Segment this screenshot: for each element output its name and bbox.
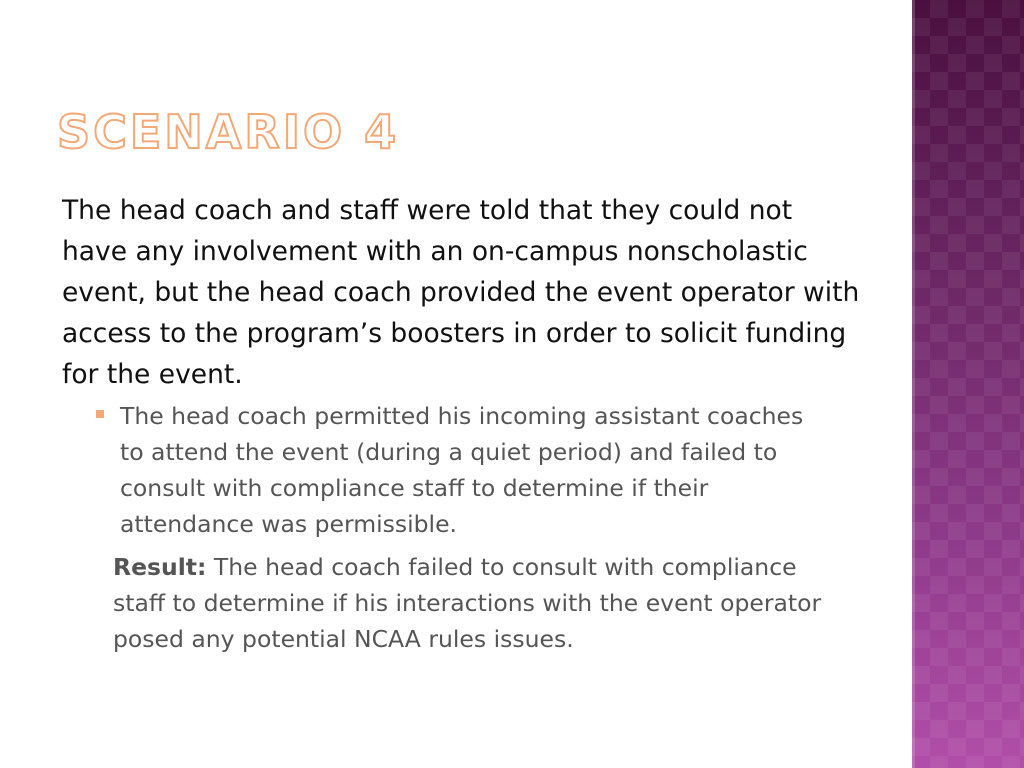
square-bullet-icon	[96, 410, 104, 418]
slide-title: SCENARIO 4	[57, 105, 400, 159]
decorative-side-band	[912, 0, 1024, 768]
diamond-pattern	[912, 0, 1024, 768]
bullet-text: The head coach permitted his incoming assistant coaches to attend the event (during a quiet period) and failed to consult with compliance staff to determine if their attendance was permissible.	[120, 402, 804, 538]
main-paragraph: The head coach and staff were told that they could not have any involvement with an on-campus nonscholastic event, but the head coach provided the event operator with access to the program’s boosters in order to solicit funding for the event.	[62, 195, 860, 390]
result-text: The head coach failed to consult with compliance staff to determine if his interactions with the event operator posed any potential NCAA rules issues.	[113, 553, 822, 653]
result-label: Result:	[113, 553, 207, 581]
result-paragraph	[113, 549, 843, 657]
side-band-edge	[912, 0, 915, 768]
bullet-item	[96, 398, 836, 542]
